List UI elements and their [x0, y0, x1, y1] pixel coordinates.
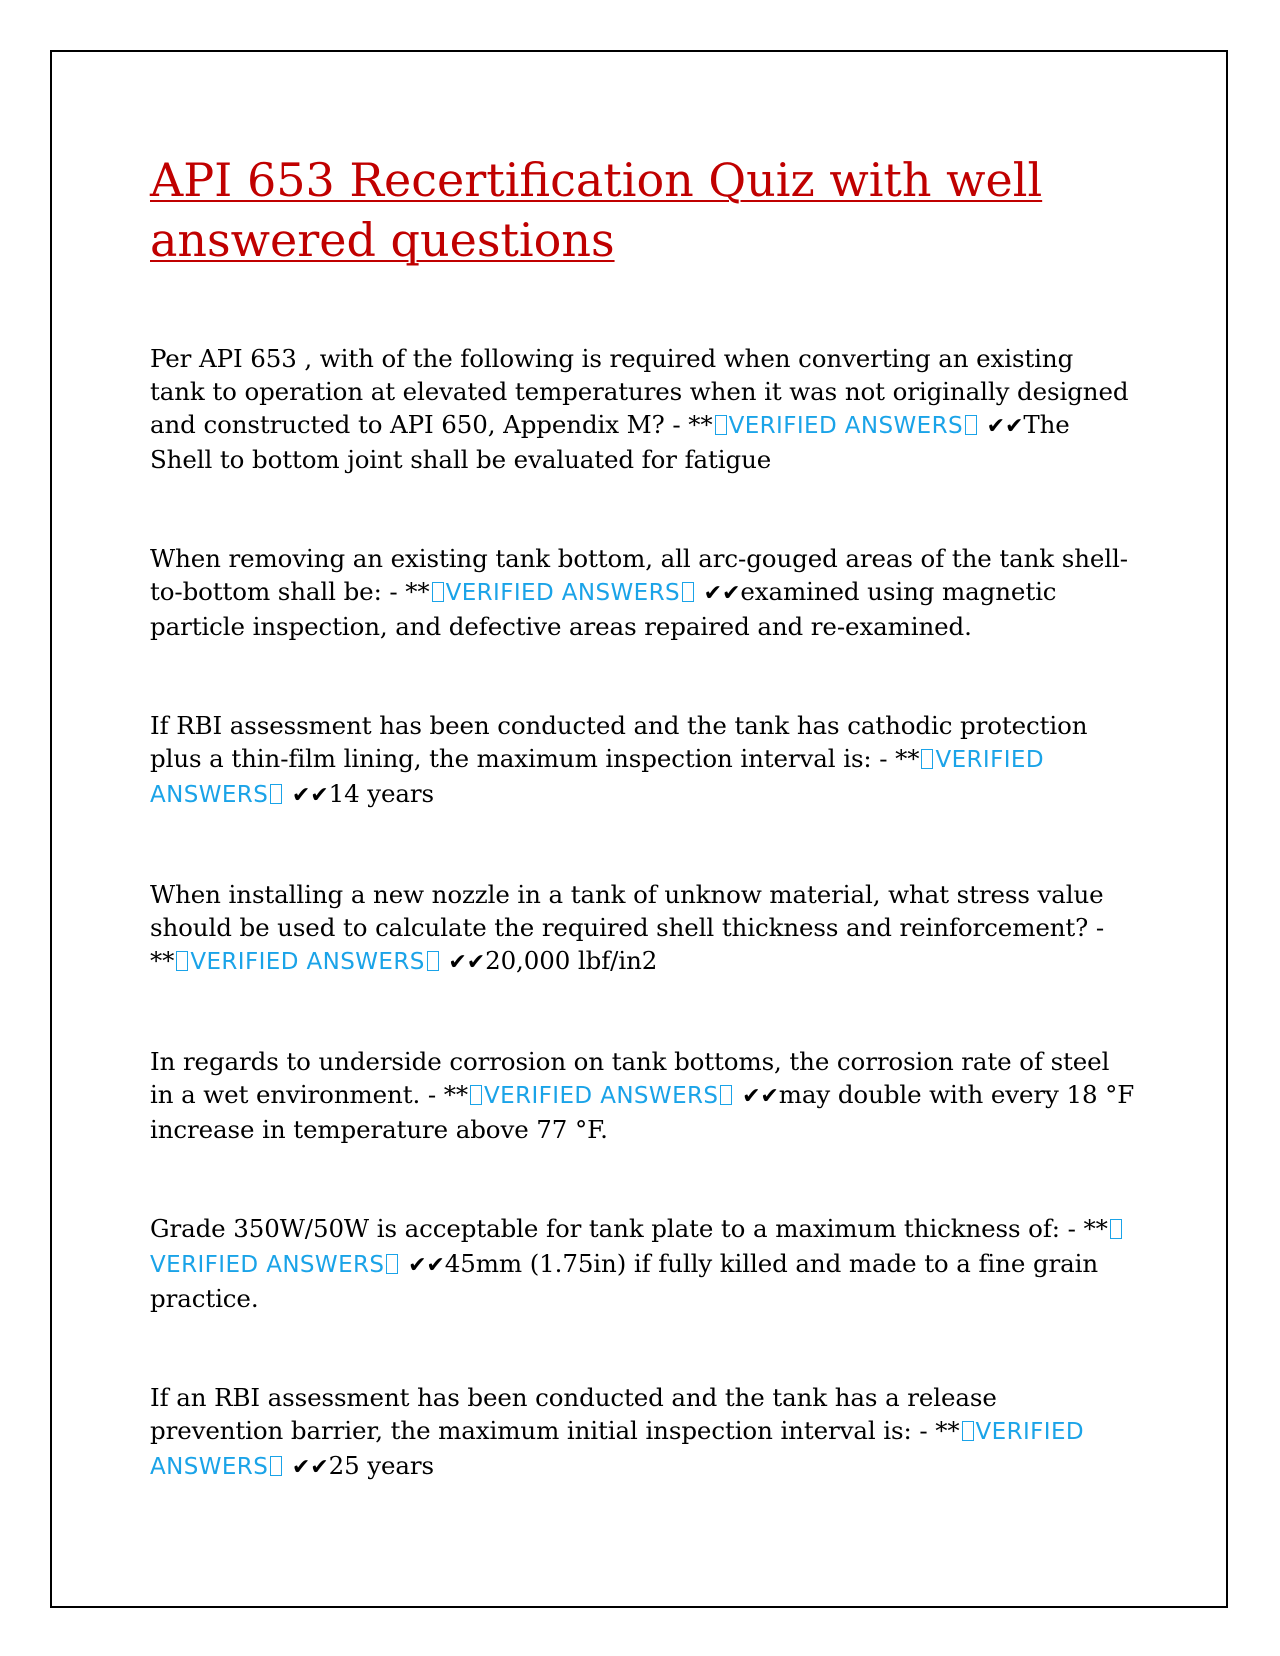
answer-text: 14 years	[328, 779, 434, 808]
double-check-icon: ✔✔	[703, 581, 741, 606]
qa-list	[150, 342, 1135, 1484]
missing-glyph-icon	[427, 951, 439, 971]
missing-glyph-icon	[682, 582, 694, 602]
qa-item	[150, 878, 1135, 979]
question-text: When removing an existing tank bottom, all arc-gouged areas of the tank shell-to-bottom shall be: - **	[150, 544, 1128, 606]
verified-answers-label: VERIFIED ANSWERS	[468, 1083, 734, 1109]
missing-glyph-icon	[715, 415, 727, 435]
question-text: Grade 350W/50W is acceptable for tank plate to a maximum thickness of: - **	[150, 1214, 1108, 1243]
missing-glyph-icon	[921, 749, 933, 769]
answer-text: examined using magnetic particle inspection, and defective areas repaired and re-examined.	[150, 577, 1057, 641]
double-check-icon: ✔✔	[291, 783, 329, 808]
qa-item	[150, 542, 1135, 643]
double-check-icon: ✔✔	[408, 1253, 445, 1278]
document-title: API 653 Recertification Quiz with well answered questions	[150, 153, 1043, 267]
qa-item	[150, 1381, 1135, 1484]
question-text: Per API 653 , with of the following is required when converting an existing tank to operation at elevated temperatures when it was not originally designed and constructed to API 650, Appendix M? - **	[150, 344, 1129, 439]
answer-text: may double with every 18 °F increase in temperature above 77 °F.	[150, 1080, 1135, 1144]
missing-glyph-icon	[432, 582, 444, 602]
missing-glyph-icon	[270, 784, 282, 804]
qa-item	[150, 342, 1135, 476]
missing-glyph-icon	[965, 415, 977, 435]
double-check-icon: ✔✔	[986, 414, 1024, 439]
question-text: When installing a new nozzle in a tank of unknow material, what stress value should be used to calculate the required shell thickness and reinforcement? - **	[150, 880, 1105, 975]
double-check-icon: ✔✔	[291, 1455, 329, 1480]
double-check-icon: ✔✔	[742, 1084, 779, 1109]
document-body	[150, 150, 1135, 1550]
answer-text: 45mm (1.75in) if fully killed and made to a fine grain practice.	[150, 1249, 1099, 1313]
double-check-icon: ✔✔	[448, 950, 486, 975]
question-text: If an RBI assessment has been conducted and the tank has a release prevention barrier, the maximum initial inspection interval is: - **	[150, 1383, 997, 1445]
answer-text: 20,000 lbf/in2	[485, 946, 658, 975]
answer-text: 25 years	[328, 1451, 434, 1480]
qa-item	[150, 1212, 1135, 1315]
verified-answers-label: VERIFIED ANSWERS	[150, 747, 1044, 808]
verified-answers-label: VERIFIED ANSWERS	[430, 580, 696, 606]
question-text: If RBI assessment has been conducted and the tank has cathodic protection plus a thin-film lining, the maximum inspection interval is: - **	[150, 711, 1088, 773]
missing-glyph-icon	[270, 1456, 282, 1476]
verified-answers-label: VERIFIED ANSWERS	[713, 413, 979, 439]
answer-text: The Shell to bottom joint shall be evaluated for fatigue	[150, 410, 1070, 474]
verified-answers-label: VERIFIED ANSWERS	[150, 1419, 1085, 1480]
missing-glyph-icon	[962, 1421, 974, 1441]
qa-item	[150, 709, 1135, 812]
missing-glyph-icon	[470, 1085, 482, 1105]
verified-answers-label: VERIFIED ANSWERS	[174, 949, 440, 975]
missing-glyph-icon	[1110, 1219, 1122, 1239]
verified-answers-label: VERIFIED ANSWERS	[150, 1217, 1124, 1278]
missing-glyph-icon	[386, 1254, 398, 1274]
question-text: In regards to underside corrosion on tank bottoms, the corrosion rate of steel in a wet environment. - **	[150, 1047, 1110, 1109]
qa-item	[150, 1045, 1135, 1146]
missing-glyph-icon	[176, 951, 188, 971]
missing-glyph-icon	[720, 1085, 732, 1105]
